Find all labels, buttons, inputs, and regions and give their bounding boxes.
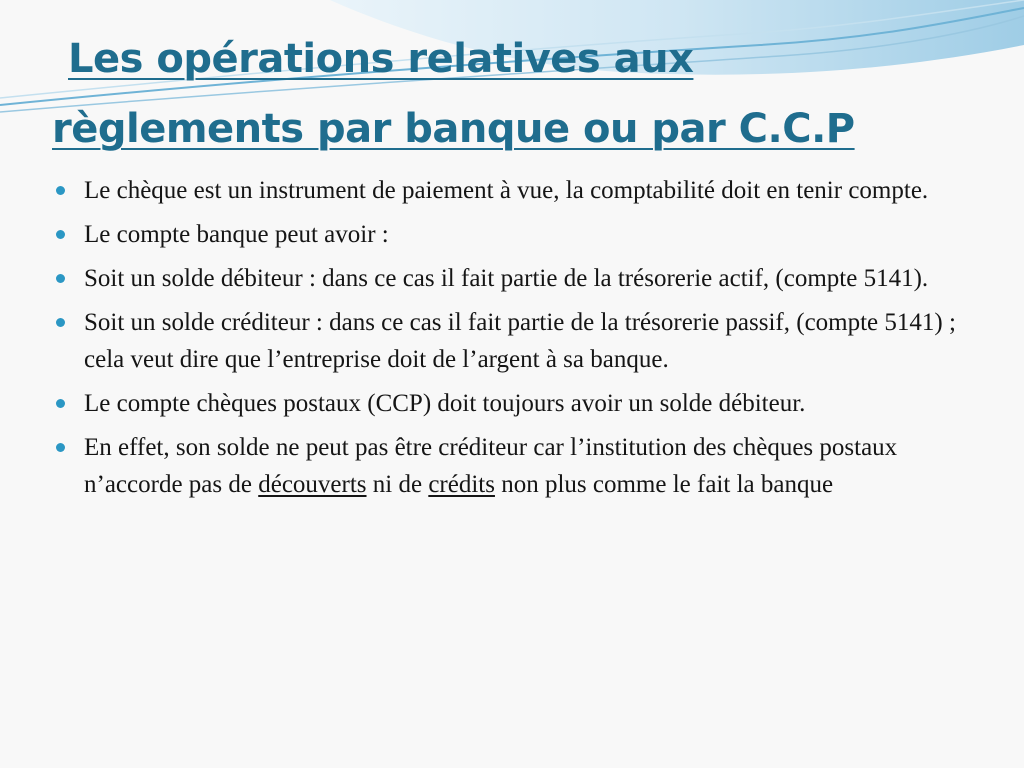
slide-title: [52, 24, 972, 164]
bullet-item: [50, 304, 970, 378]
bullet-text: Le compte banque peut avoir :: [84, 221, 389, 248]
bullet-text: Soit un solde débiteur : dans ce cas il fait partie de la trésorerie actif, (compte 5141).: [84, 265, 929, 292]
bullet-item: [50, 385, 970, 422]
bullet-item: [50, 429, 970, 503]
bullet-dot-icon: [56, 443, 65, 452]
bullet-dot-icon: [56, 274, 65, 283]
bullet-item: [50, 172, 970, 209]
bullet-text-part: En effet, son solde ne peut pas être créditeur car l’institution des chèques postaux n’accorde pas de: [84, 434, 898, 498]
underlined-term-credits: crédits: [428, 471, 495, 498]
bullet-dot-icon: [56, 399, 65, 408]
bullet-text-part: non plus comme le fait la banque: [494, 471, 834, 498]
bullet-text: Le compte chèques postaux (CCP) doit toujours avoir un solde débiteur.: [84, 390, 806, 417]
bullet-text: Soit un solde créditeur : dans ce cas il fait partie de la trésorerie passif, (compte 5141) ; cela veut dire que l’entreprise doit de l’argent à sa banque.: [84, 309, 956, 373]
bullet-text-part: ni de: [366, 471, 429, 498]
title-line-1: Les opérations relatives aux: [68, 36, 694, 82]
title-line-2: règlements par banque ou par C.C.P: [52, 106, 855, 152]
bullet-list: [50, 172, 970, 510]
bullet-dot-icon: [56, 230, 65, 239]
bullet-dot-icon: [56, 318, 65, 327]
bullet-item: [50, 260, 970, 297]
bullet-item: [50, 216, 970, 253]
bullet-dot-icon: [56, 186, 65, 195]
bullet-text: Le chèque est un instrument de paiement à vue, la comptabilité doit en tenir compte.: [84, 177, 929, 204]
underlined-term-decouverts: découverts: [258, 471, 367, 498]
